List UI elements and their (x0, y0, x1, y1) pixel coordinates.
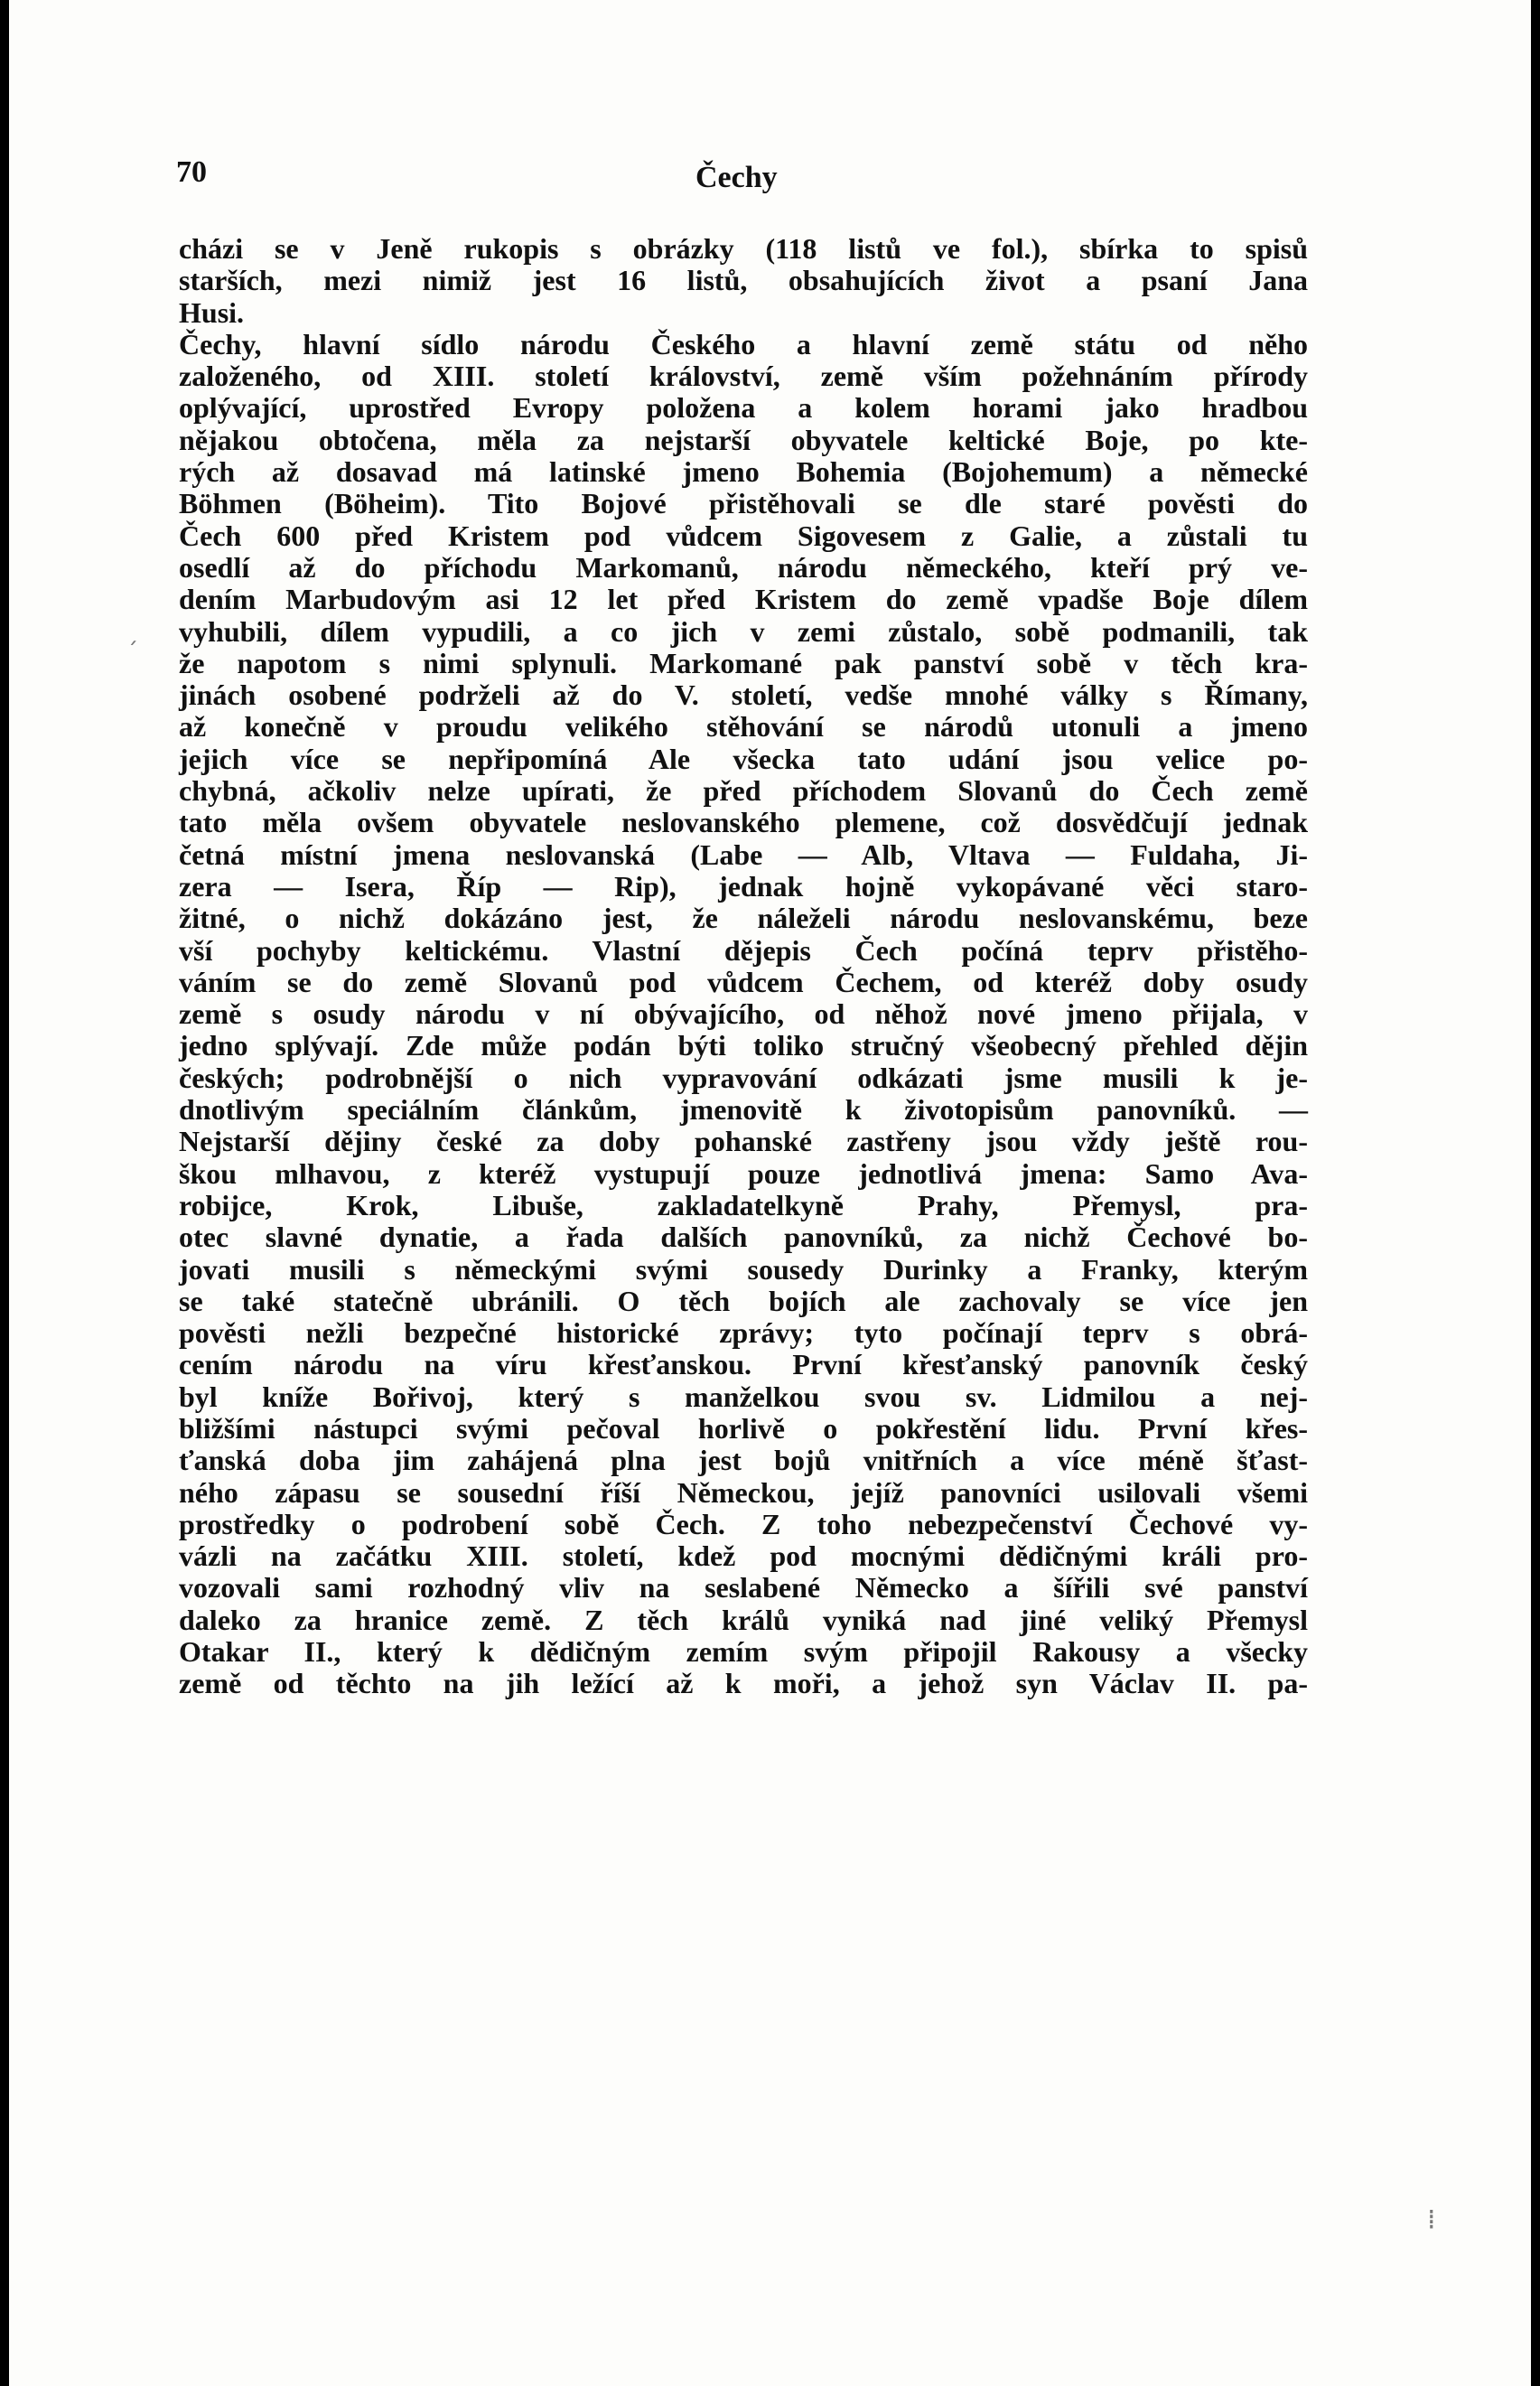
text-line: českých; podrobnější o nich vypravování odkázati jsme musili k je- (179, 1061, 1308, 1094)
text-line: jinách osobené podrželi až do V. století, vedše mnohé války s Římany, (179, 678, 1308, 712)
margin-mark: ˏ (126, 619, 138, 646)
text-line: se také statečně ubránili. O těch bojích ale zachovaly se více jen (179, 1284, 1308, 1317)
text-line: dením Marbudovým asi 12 let před Kristem do země vpadše Boje dílem (179, 583, 1308, 616)
text-line: škou mlhavou, z kteréž vystupují pouze jednotlivá jmena: Samo Ava- (179, 1156, 1308, 1190)
text-line: Čech 600 před Kristem pod vůdcem Sigovesem z Galie, a zůstali tu (179, 519, 1308, 552)
text-line: vázli na začátku XIII. století, kdež pod mocnými dědičnými králi pro- (179, 1539, 1308, 1573)
text-line: daleko za hranice země. Z těch králů vyniká nad jiné veliký Přemysl (179, 1603, 1308, 1636)
text-line: osedlí až do příchodu Markomanů, národu německého, kteří prý ve- (179, 550, 1308, 584)
running-title: Čechy (695, 161, 778, 194)
text-line: starších, mezi nimiž jest 16 listů, obsahujících život a psaní Jana (179, 264, 1308, 297)
text-line: oplývající, uprostřed Evropy položena a kolem horami jako hradbou (179, 391, 1308, 425)
text-line: že napotom s nimi splynuli. Markomané pak panství sobě v těch kra- (179, 646, 1308, 679)
text-line: tato měla ovšem obyvatele neslovanského plemene, což dosvědčují jednak (179, 806, 1308, 839)
text-line: až konečně v proudu velikého stěhování se národů utonuli a jmeno (179, 710, 1308, 744)
page-header (176, 155, 1364, 199)
text-line: bližšími nástupci svými pečoval horlivě o pokřestění lidu. První křes- (179, 1411, 1308, 1445)
text-line: Böhmen (Böheim). Tito Bojové přistěhovali se dle staré pověsti do (179, 487, 1308, 520)
text-line: země od těchto na jih ležící až k moři, a jehož syn Václav II. pa- (179, 1667, 1308, 1700)
text-line: Otakar II., který k dědičným zemím svým připojil Rakousy a všecky (179, 1635, 1308, 1669)
text-line: žitné, o nichž dokázáno jest, že náleželi národu neslovanskému, beze (179, 902, 1308, 935)
margin-mark: ⁞ (1427, 2204, 1436, 2236)
text-line: Nejstarší dějiny české za doby pohanské zastřeny jsou vždy ještě rou- (179, 1125, 1308, 1158)
text-line: vyhubili, dílem vypudili, a co jich v zemi zůstalo, sobě podmanili, tak (179, 614, 1308, 648)
body-text (179, 233, 1308, 1700)
text-line: Čechy, hlavní sídlo národu Českého a hlavní země státu od něho (179, 327, 1308, 360)
text-line: cházi se v Jeně rukopis s obrázky (118 listů ve fol.), sbírka to spisů (179, 232, 1308, 265)
text-line: prostředky o podrobení sobě Čech. Z toho nebezpečenství Čechové vy- (179, 1507, 1308, 1540)
text-line: otec slavné dynatie, a řada dalších panovníků, za nichž Čechové bo- (179, 1221, 1308, 1254)
text-line: založeného, od XIII. století království, země vším požehnáním přírody (179, 360, 1308, 393)
text-line: ného zápasu se sousední říší Německou, jejíž panovníci usilovali všemi (179, 1475, 1308, 1509)
text-line: Husi. (179, 295, 245, 329)
text-line: zera — Isera, Říp — Rip), jednak hojně vykopávané věci staro- (179, 869, 1308, 903)
text-line: vozovali sami rozhodný vliv na seslabené Německo a šířili své panství (179, 1571, 1308, 1605)
text-line: ťanská doba jim zahájená plna jest bojů vnitřních a více méně šťast- (179, 1444, 1308, 1477)
text-line: váním se do země Slovanů pod vůdcem Čechem, od kteréž doby osudy (179, 965, 1308, 998)
text-line: vší pochyby keltickému. Vlastní dějepis Čech počíná teprv přistěho- (179, 933, 1308, 967)
text-line: robijce, Krok, Libuše, zakladatelkyně Prahy, Přemysl, pra- (179, 1188, 1308, 1221)
text-line: země s osudy národu v ní obývajícího, od něhož nové jmeno přijala, v (179, 997, 1308, 1031)
text-line: jovati musili s německými svými sousedy Durinky a Franky, kterým (179, 1252, 1308, 1286)
text-line: nějakou obtočena, měla za nejstarší obyvatele keltické Boje, po kte- (179, 423, 1308, 456)
text-line: dnotlivým speciálním článkům, jmenovitě k životopisům panovníků. — (179, 1093, 1308, 1127)
text-line: jejich více se nepřipomíná Ale všecka tato udání jsou velice po- (179, 742, 1308, 775)
text-line: rých až dosavad má latinské jmeno Bohemia (Bojohemum) a německé (179, 455, 1308, 489)
text-line: pověsti nežli bezpečné historické zprávy; tyto počínají teprv s obrá- (179, 1316, 1308, 1350)
text-line: jedno splývají. Zde může podán býti toliko stručný všeobecný přehled dějin (179, 1029, 1308, 1062)
text-line: byl kníže Bořivoj, který s manželkou svou sv. Lidmilou a nej- (179, 1380, 1308, 1413)
page-number: 70 (176, 155, 207, 189)
text-line: chybná, ačkoliv nelze upírati, že před příchodem Slovanů do Čech země (179, 774, 1308, 808)
text-line: cením národu na víru křesťanskou. První křesťanský panovník český (179, 1348, 1308, 1381)
text-line: četná místní jmena neslovanská (Labe — Alb, Vltava — Fuldaha, Ji- (179, 837, 1308, 871)
document-page (9, 0, 1531, 2386)
